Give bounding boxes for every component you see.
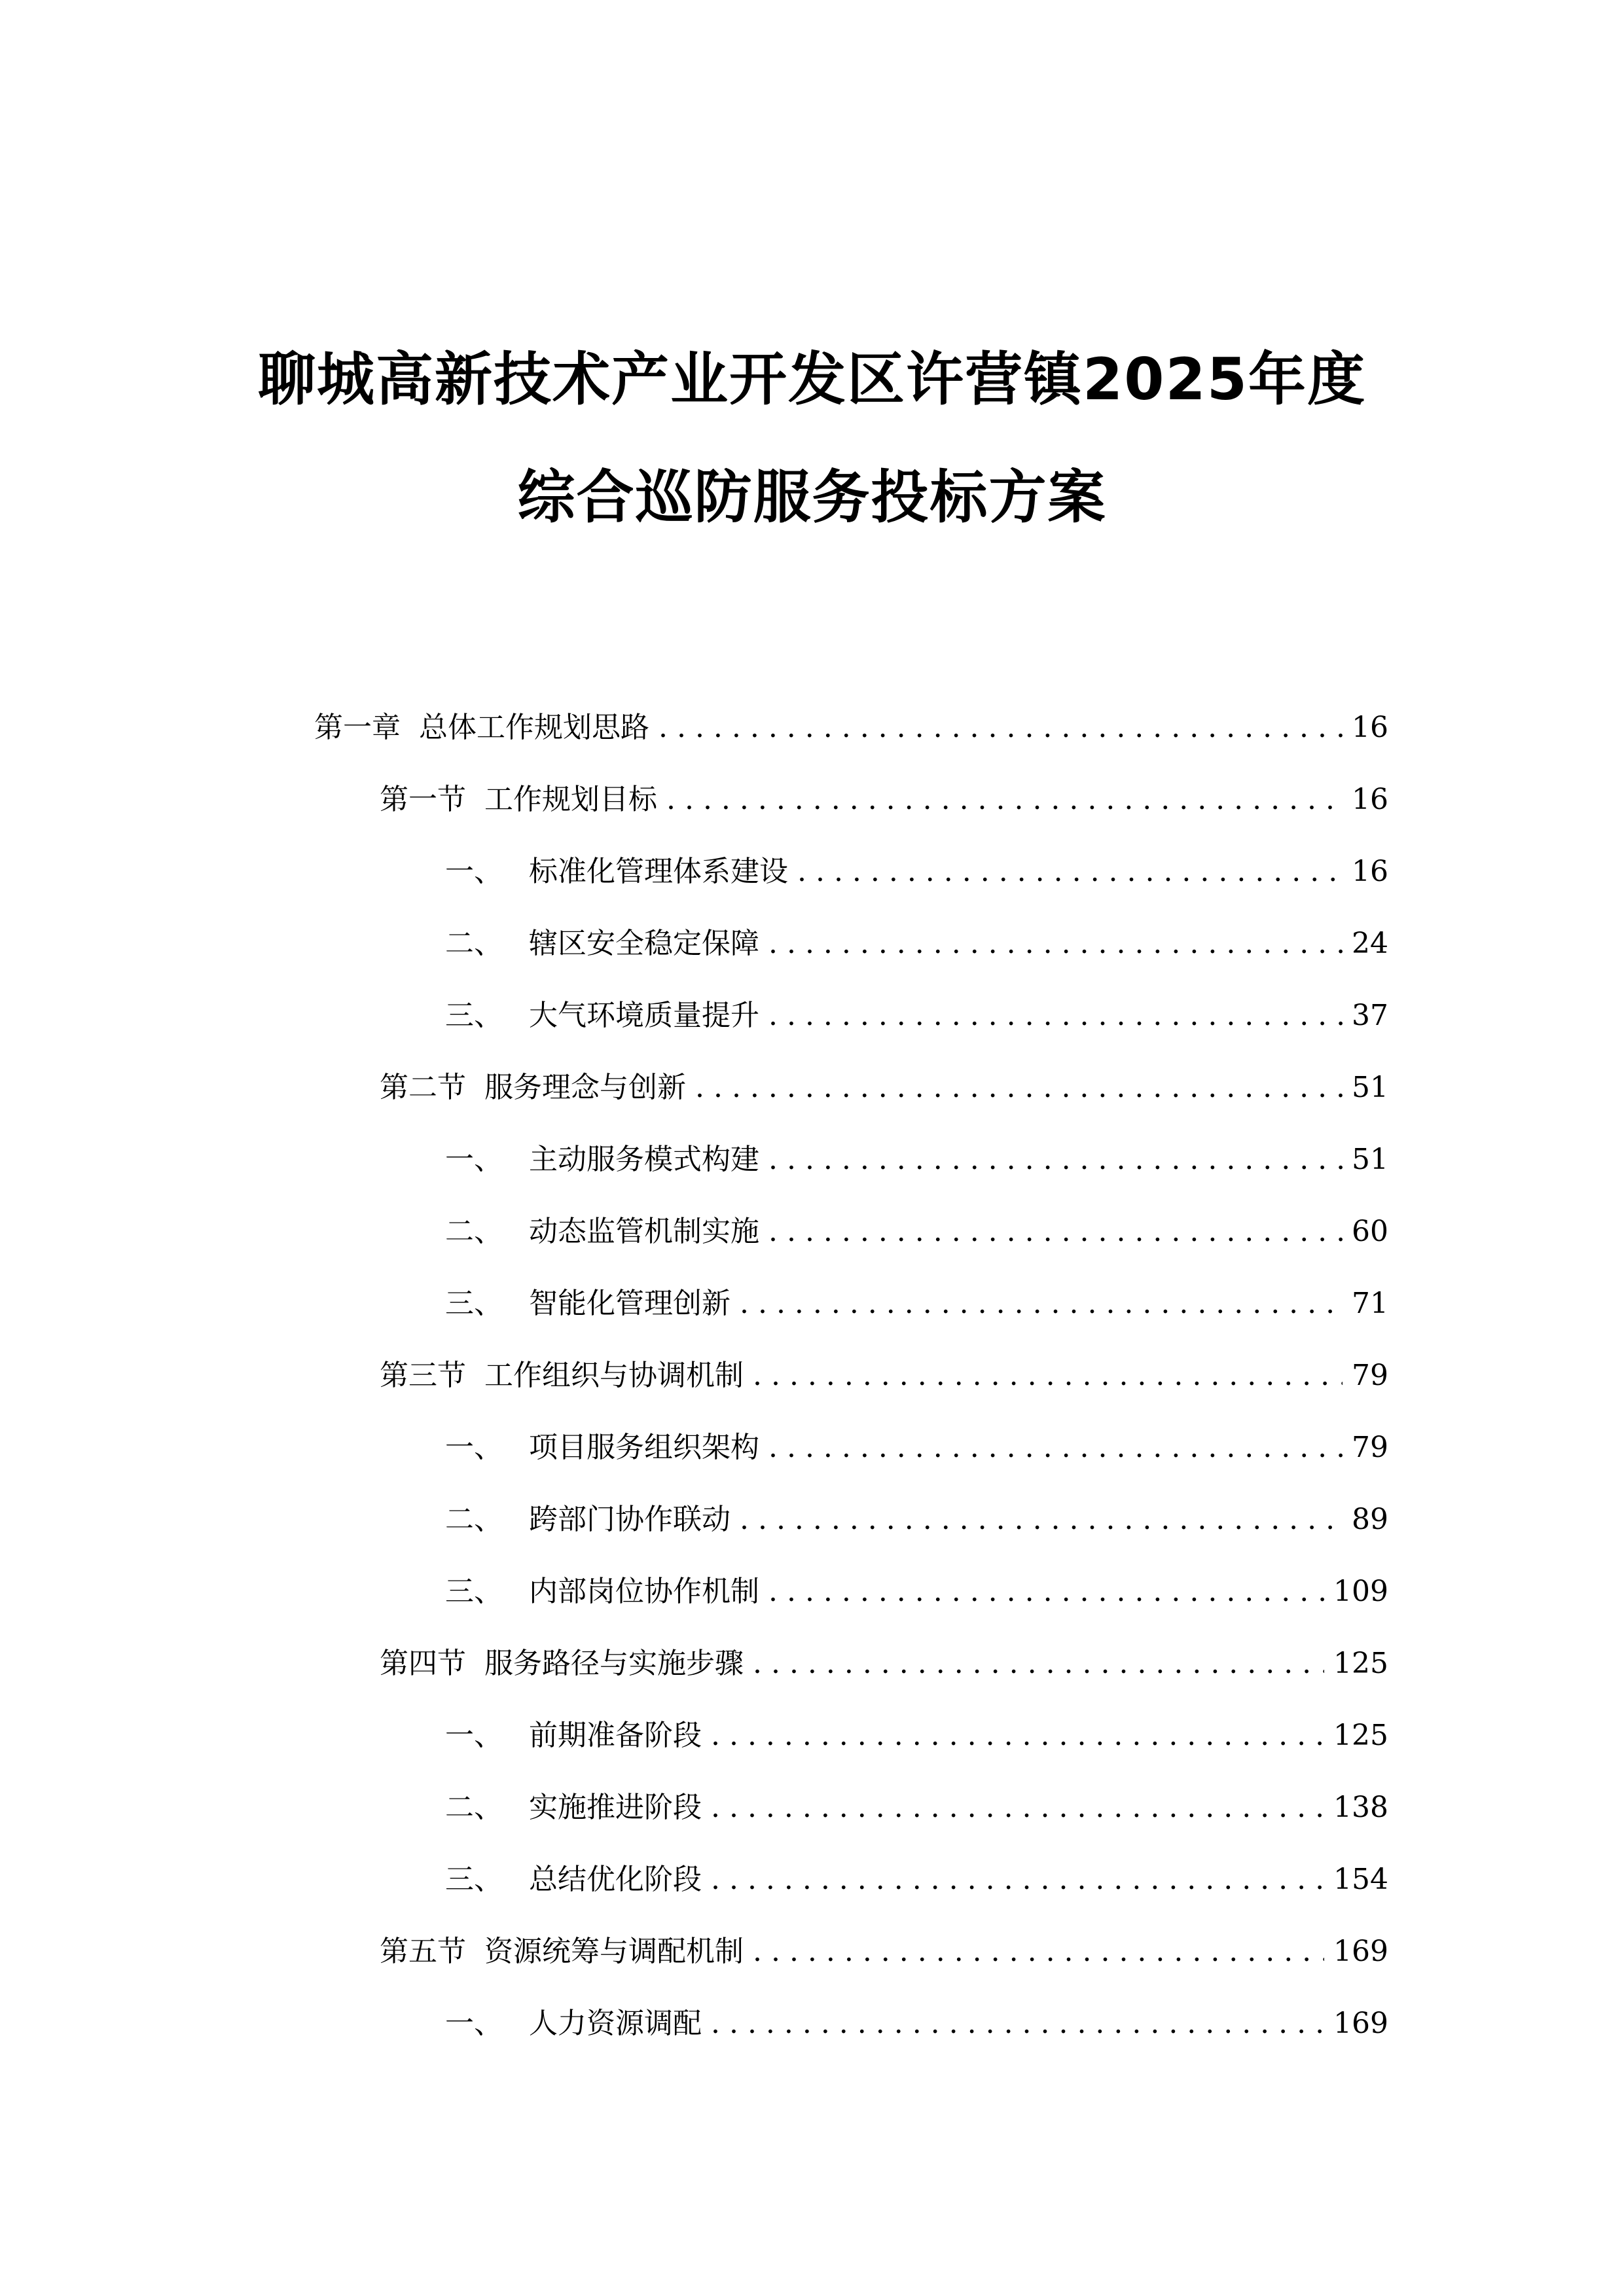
toc-entry[interactable] bbox=[445, 1280, 1388, 1319]
document-title-line1: 聊城高新技术产业开发区许营镇2025年度 bbox=[258, 346, 1366, 413]
toc-entry-number: 一、 bbox=[445, 2007, 503, 2040]
toc-entry[interactable] bbox=[445, 2000, 1388, 2039]
toc-entry-number: 第一章 bbox=[314, 711, 401, 744]
dot-leader bbox=[711, 1719, 1324, 1752]
toc-entry-label: 前期准备阶段 bbox=[529, 1719, 702, 1752]
dot-leader bbox=[695, 1071, 1343, 1104]
toc-entry-label: 人力资源调配 bbox=[529, 2007, 702, 2040]
toc-entry[interactable] bbox=[314, 704, 1388, 743]
toc-entry-label: 服务理念与创新 bbox=[484, 1071, 686, 1104]
toc-entry[interactable] bbox=[380, 1352, 1388, 1391]
toc-entry-number: 三、 bbox=[445, 1863, 503, 1896]
dot-leader bbox=[753, 1359, 1343, 1392]
dot-leader bbox=[753, 1935, 1324, 1968]
dot-leader bbox=[711, 2007, 1324, 2040]
toc-entry-page: 37 bbox=[1352, 999, 1388, 1032]
toc-entry-number: 二、 bbox=[445, 927, 503, 960]
toc-entry-number: 第五节 bbox=[380, 1935, 466, 1968]
toc-entry-label: 工作规划目标 bbox=[484, 783, 657, 816]
toc-entry-page: 89 bbox=[1352, 1503, 1388, 1536]
toc-entry-number: 一、 bbox=[445, 1143, 503, 1176]
toc-entry-number: 一、 bbox=[445, 1431, 503, 1464]
toc-entry-page: 51 bbox=[1352, 1071, 1388, 1104]
toc-entry-page: 16 bbox=[1352, 711, 1388, 744]
toc-entry[interactable] bbox=[445, 1856, 1388, 1895]
toc-entry-page: 125 bbox=[1333, 1647, 1388, 1680]
dot-leader bbox=[740, 1287, 1343, 1320]
toc-entry-page: 71 bbox=[1352, 1287, 1388, 1320]
toc-entry-page: 154 bbox=[1333, 1863, 1388, 1896]
toc-entry-label: 实施推进阶段 bbox=[529, 1791, 702, 1824]
toc-entry[interactable] bbox=[445, 920, 1388, 959]
toc-entry[interactable] bbox=[445, 1424, 1388, 1463]
toc-entry[interactable] bbox=[445, 848, 1388, 887]
toc-entry-number: 三、 bbox=[445, 1575, 503, 1608]
toc-entry[interactable] bbox=[445, 1496, 1388, 1535]
dot-leader bbox=[740, 1503, 1343, 1536]
toc-entry-number: 第二节 bbox=[380, 1071, 466, 1104]
toc-entry-label: 总结优化阶段 bbox=[529, 1863, 702, 1896]
toc-entry-page: 60 bbox=[1352, 1215, 1388, 1248]
toc-entry-page: 16 bbox=[1352, 855, 1388, 888]
dot-leader bbox=[711, 1863, 1324, 1896]
toc-entry-page: 109 bbox=[1333, 1575, 1388, 1608]
toc-entry-label: 主动服务模式构建 bbox=[529, 1143, 759, 1176]
dot-leader bbox=[768, 1143, 1343, 1176]
toc-entry-number: 第四节 bbox=[380, 1647, 466, 1680]
toc-entry[interactable] bbox=[445, 1208, 1388, 1247]
dot-leader bbox=[768, 1215, 1343, 1248]
toc-entry-page: 138 bbox=[1333, 1791, 1388, 1824]
toc-entry-page: 125 bbox=[1333, 1719, 1388, 1752]
toc-entry-number: 二、 bbox=[445, 1215, 503, 1248]
toc-entry-number: 第一节 bbox=[380, 783, 466, 816]
toc-entry-page: 79 bbox=[1352, 1431, 1388, 1464]
toc-entry-page: 169 bbox=[1333, 2007, 1388, 2040]
dot-leader bbox=[753, 1647, 1324, 1680]
toc-entry-page: 16 bbox=[1352, 783, 1388, 816]
toc-entry-number: 三、 bbox=[445, 999, 503, 1032]
toc-entry-label: 工作组织与协调机制 bbox=[484, 1359, 744, 1392]
toc-entry[interactable] bbox=[445, 1712, 1388, 1751]
dot-leader bbox=[768, 1431, 1343, 1464]
toc-entry-label: 标准化管理体系建设 bbox=[529, 855, 788, 888]
toc-entry[interactable] bbox=[445, 1568, 1388, 1607]
dot-leader bbox=[659, 711, 1343, 744]
dot-leader bbox=[768, 1575, 1324, 1608]
dot-leader bbox=[666, 783, 1343, 816]
toc-entry-number: 二、 bbox=[445, 1503, 503, 1536]
toc-entry-label: 大气环境质量提升 bbox=[529, 999, 759, 1032]
toc-entry-label: 服务路径与实施步骤 bbox=[484, 1647, 744, 1680]
toc-entry-label: 内部岗位协作机制 bbox=[529, 1575, 759, 1608]
toc-entry-number: 第三节 bbox=[380, 1359, 466, 1392]
toc-entry-number: 一、 bbox=[445, 1719, 503, 1752]
toc-entry[interactable] bbox=[445, 992, 1388, 1031]
document-title-line2: 综合巡防服务投标方案 bbox=[517, 463, 1107, 531]
toc-entry[interactable] bbox=[445, 1136, 1388, 1175]
toc-entry[interactable] bbox=[445, 1784, 1388, 1823]
toc-entry[interactable] bbox=[380, 1064, 1388, 1103]
toc-entry-page: 24 bbox=[1352, 927, 1388, 960]
toc-entry-label: 智能化管理创新 bbox=[529, 1287, 731, 1320]
toc-entry-page: 79 bbox=[1352, 1359, 1388, 1392]
toc-entry-page: 51 bbox=[1352, 1143, 1388, 1176]
toc-entry-label: 总体工作规划思路 bbox=[419, 711, 649, 744]
toc-entry[interactable] bbox=[380, 1928, 1388, 1967]
toc-entry-number: 三、 bbox=[445, 1287, 503, 1320]
toc-entry-page: 169 bbox=[1333, 1935, 1388, 1968]
toc-entry-label: 跨部门协作联动 bbox=[529, 1503, 731, 1536]
dot-leader bbox=[768, 999, 1343, 1032]
toc-entry-number: 二、 bbox=[445, 1791, 503, 1824]
toc-entry-label: 辖区安全稳定保障 bbox=[529, 927, 759, 960]
toc-entry[interactable] bbox=[380, 1640, 1388, 1679]
toc-entry-label: 项目服务组织架构 bbox=[529, 1431, 759, 1464]
toc-entry-label: 资源统筹与调配机制 bbox=[484, 1935, 744, 1968]
dot-leader bbox=[797, 855, 1343, 888]
toc-entry-label: 动态监管机制实施 bbox=[529, 1215, 759, 1248]
toc-entry-number: 一、 bbox=[445, 855, 503, 888]
dot-leader bbox=[711, 1791, 1324, 1824]
dot-leader bbox=[768, 927, 1343, 960]
toc-entry[interactable] bbox=[380, 776, 1388, 815]
